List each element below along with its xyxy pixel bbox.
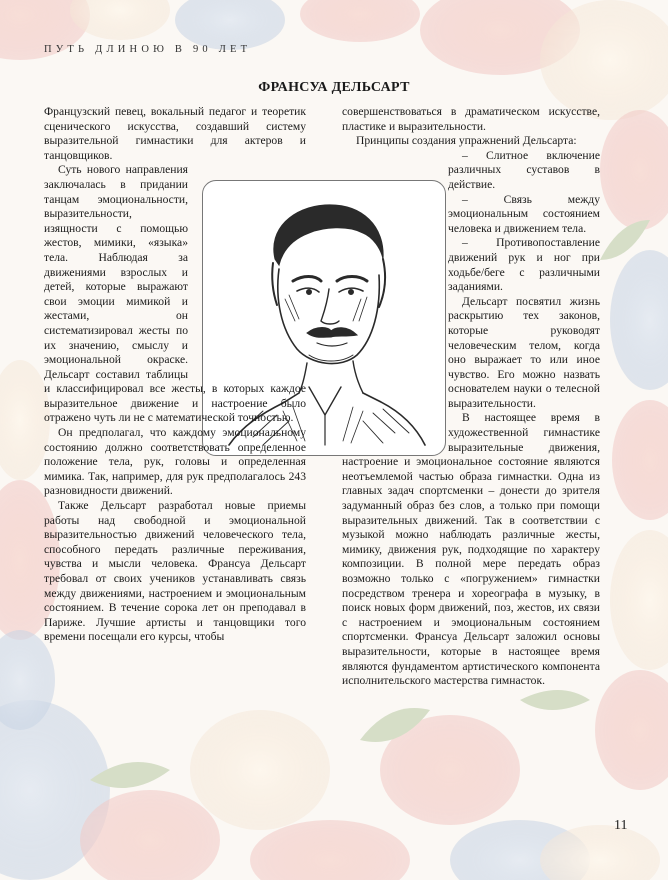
paragraph: Принципы создания упражнений Дельсарта: <box>356 134 577 148</box>
list-item: – Противопоставление движений рук и ног при ходьбе/беге с различными заданиями. <box>448 236 600 294</box>
paragraph: Он предполагал, что каждому эмоциональному состоянию должно соответствовать определенное положение тела, рук, головы и определенная мимика. Так, например, для рук предполагалось 243 разновидности движений. <box>44 426 306 498</box>
page-number: 11 <box>614 818 628 833</box>
paragraph: В настоящее время в художественной гимнастике выразительные движения, настроение и эмоциональное состояние являются неотъемлемой частью образа гимнастки. Одна из главных задач спортсменки – донести до зрителя задуманный образ без слов, а только при помощи выразительных движений. Так в соответствии с музыкой можно наблюдать различные жесты, мимику, движения рук, подходящие по характеру композиции. В полной мере передать образ возможно только с «погружением» гимнастки посредством тренера и хореографа в музыку, в поиск новых форм движений, поз, жестов, их связи с настроением и эмоциональным состоянием спортсменки. Франсуа Дельсарт заложил основы выразительности, которые в настоящее время являются фундаментом артистического компонента исполнительского мастерства гимнасток. <box>342 411 600 688</box>
paragraph: Французский певец, вокальный педагог и теоретик сценического искусства, создавший систему выразительной гимнастики для актеров и танцовщиков. <box>44 105 306 162</box>
list-item: – Слитное включение различных суставов в действие. <box>448 148 600 191</box>
paragraph: Также Дельсарт разработал новые приемы работы над свободной и эмоциональной выразительностью движений человеческого тела, способного передать различные переживания, чувства и мысли человека. Франсуа Дельсарт требовал от своих учеников устанавливать связь между движениями, настроением и эмоциональным состоянием. В течение сорока лет он преподавал в Париже. Лучшие артисты и танцовщики того времени посещали его курсы, чтобы <box>44 499 306 644</box>
paragraph: Дельсарт посвятил жизнь раскрытию тех законов, которые руководят человеческим телом, когда оно выражает то или иное чувство. Его можно назвать основателем науки о телесной выразительности. <box>448 294 600 410</box>
image-wrap-space-right <box>342 149 448 449</box>
right-column <box>342 105 600 689</box>
list-item: – Связь между эмоциональным состоянием человека и движением тела. <box>448 192 600 235</box>
image-wrap-space-left <box>188 163 306 381</box>
running-header: ПУТЬ ДЛИНОЮ В 90 ЛЕТ <box>44 44 252 55</box>
paragraph: Суть нового направления заключалась в придании танцам эмоциональности, выразительности, изящности с помощью жестов, мимики, «языка» тела. Наблюдая за движениями взрослых и детей, которые выражают свои эмоции мимикой и жестами, он систематизировал жесты по их значению, смыслу и эмоциональной окраске. Дельсарт составил таблицы и классифицировал все жесты, в которых каждое выразительное движение и настроение было отражено чуть ли не с математической точностью. <box>44 163 306 425</box>
article-title: ФРАНСУА ДЕЛЬСАРТ <box>258 80 410 95</box>
paragraph: совершенствоваться в драматическом искусстве, пластике и выразительности. <box>342 105 600 133</box>
left-column <box>44 105 306 645</box>
